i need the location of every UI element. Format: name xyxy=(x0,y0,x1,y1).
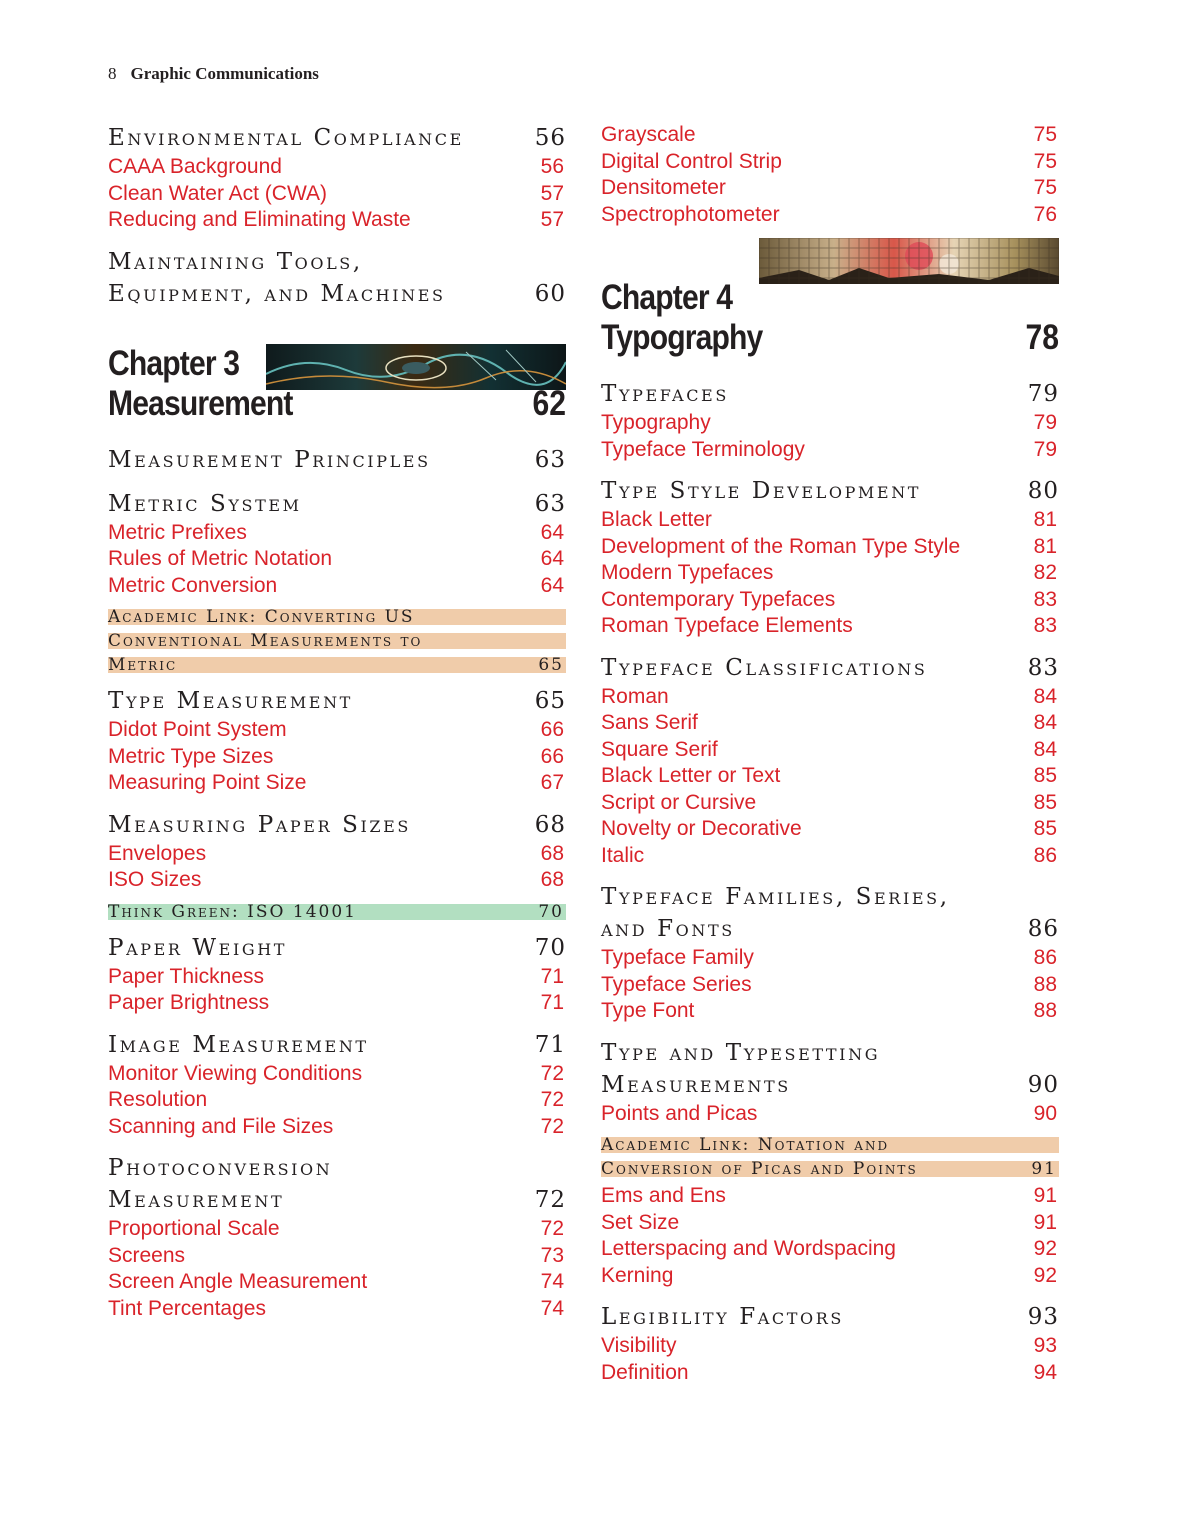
toc-entry-label: Metric Conversion xyxy=(108,573,278,597)
toc-entry-page: 75 xyxy=(1033,149,1057,173)
toc-entry-label: Paper Thickness xyxy=(108,964,265,988)
toc-entry-label: Square Serif xyxy=(601,737,718,761)
toc-entry[interactable] xyxy=(108,1087,566,1114)
toc-entry[interactable] xyxy=(108,1243,566,1270)
toc-entry-label: Tint Percentages xyxy=(108,1296,266,1320)
toc-entry-label: Kerning xyxy=(601,1263,674,1287)
toc-entry-label: Screens xyxy=(108,1243,186,1267)
toc-entry-page: 73 xyxy=(540,1243,564,1267)
toc-entry-list xyxy=(108,154,566,234)
toc-entry-label: Type Font xyxy=(601,999,695,1022)
toc-entry-label: Typeface Terminology xyxy=(601,437,805,461)
toc-entry[interactable] xyxy=(601,945,1059,972)
toc-entry[interactable] xyxy=(601,437,1059,464)
toc-entry[interactable] xyxy=(601,1101,1059,1128)
toc-entry-page: 74 xyxy=(540,1270,564,1293)
toc-entry-page: 86 xyxy=(1033,843,1057,867)
running-head xyxy=(108,64,319,84)
toc-entry-page: 72 xyxy=(540,1114,564,1138)
toc-entry-label: Novelty or Decorative xyxy=(601,817,802,840)
toc-entry-page: 88 xyxy=(1033,972,1057,996)
toc-entry[interactable] xyxy=(601,737,1059,764)
toc-entry-page: 94 xyxy=(1033,1360,1057,1384)
toc-entry-label: Resolution xyxy=(108,1088,208,1111)
toc-entry-page: 85 xyxy=(1033,817,1057,840)
toc-entry[interactable] xyxy=(601,175,1059,202)
toc-heading-type-style-development[interactable]: Type Style Development 80 xyxy=(601,478,1059,504)
toc-entry-page: 84 xyxy=(1033,711,1057,734)
toc-entry-label: Monitor Viewing Conditions xyxy=(108,1061,363,1085)
toc-entry-page: 92 xyxy=(1033,1237,1057,1260)
toc-entry-label: Typeface Family xyxy=(601,946,754,969)
toc-entry-list xyxy=(601,945,1059,1025)
toc-entry-list xyxy=(601,507,1059,640)
toc-entry[interactable] xyxy=(601,1360,1059,1387)
toc-entry-page: 91 xyxy=(1033,1184,1057,1207)
toc-entry-label: ISO Sizes xyxy=(108,868,202,891)
toc-entry[interactable] xyxy=(108,181,566,208)
toc-entry[interactable] xyxy=(601,587,1059,614)
toc-entry-label: Roman xyxy=(601,684,669,708)
toc-entry[interactable] xyxy=(108,770,566,797)
toc-entry-list xyxy=(601,122,1059,228)
toc-entry-label: Sans Serif xyxy=(601,711,698,734)
toc-entry-list xyxy=(601,1101,1059,1128)
chapter-4-banner-image xyxy=(759,238,1059,284)
toc-entry-label: Set Size xyxy=(601,1210,680,1234)
toc-entry-page: 64 xyxy=(540,573,564,597)
toc-entry-label: Digital Control Strip xyxy=(601,149,782,173)
toc-heading-type-measurement[interactable]: Type Measurement 65 xyxy=(108,688,566,714)
toc-entry-list xyxy=(601,1333,1059,1386)
academic-link-feature[interactable]: Academic Link: Converting US Conventional Measurements to Metric 65 xyxy=(108,607,564,675)
toc-entry-label: Typography xyxy=(601,411,711,434)
toc-entry-page: 75 xyxy=(1033,176,1057,199)
toc-entry[interactable] xyxy=(108,546,566,573)
toc-entry-list xyxy=(601,684,1059,870)
toc-entry-list xyxy=(601,1183,1059,1289)
toc-entry[interactable] xyxy=(601,1263,1059,1290)
toc-entry-page: 90 xyxy=(1033,1101,1057,1125)
toc-entry[interactable] xyxy=(601,1183,1059,1210)
toc-entry[interactable] xyxy=(601,684,1059,711)
toc-entry-page: 57 xyxy=(540,181,564,205)
toc-entry-list xyxy=(108,1061,566,1141)
toc-entry-page: 71 xyxy=(540,991,564,1014)
toc-entry[interactable] xyxy=(601,534,1059,561)
toc-entry[interactable] xyxy=(601,560,1059,587)
toc-entry-list xyxy=(601,410,1059,463)
toc-entry-page: 74 xyxy=(540,1296,564,1320)
toc-entry-list xyxy=(108,1216,566,1322)
toc-entry-label: Ems and Ens xyxy=(601,1184,726,1207)
toc-entry-label: Black Letter xyxy=(601,508,712,531)
toc-entry[interactable] xyxy=(601,202,1059,229)
toc-entry-list xyxy=(108,717,566,797)
chapter-3-heading[interactable]: Chapter 3 Measurement 62 xyxy=(108,343,566,423)
toc-entry-label: Rules of Metric Notation xyxy=(108,547,333,570)
toc-heading-environmental-compliance[interactable]: Environmental Compliance 56 xyxy=(108,125,566,151)
think-green-feature[interactable]: Think Green: ISO 14001 70 xyxy=(108,901,564,922)
toc-entry[interactable] xyxy=(108,964,566,991)
toc-entry-label: Metric Prefixes xyxy=(108,520,247,544)
toc-heading-image-measurement[interactable]: Image Measurement 71 xyxy=(108,1031,566,1058)
toc-entry-label: Grayscale xyxy=(601,123,696,146)
toc-entry-label: Italic xyxy=(601,843,645,867)
toc-entry-page: 85 xyxy=(1033,764,1057,787)
toc-entry-page: 66 xyxy=(540,744,564,768)
toc-entry-label: Scanning and File Sizes xyxy=(108,1114,334,1138)
toc-entry-page: 68 xyxy=(540,868,564,891)
toc-entry-label: Script or Cursive xyxy=(601,790,757,814)
toc-entry-page: 82 xyxy=(1033,561,1057,584)
toc-entry-label: Spectrophotometer xyxy=(601,202,780,226)
toc-entry[interactable] xyxy=(108,990,566,1017)
toc-entry[interactable] xyxy=(108,1296,566,1323)
toc-heading-measurement-principles[interactable]: Measurement Principles 63 xyxy=(108,446,566,473)
toc-entry-label: Visibility xyxy=(601,1334,677,1357)
toc-entry-page: 84 xyxy=(1033,737,1057,761)
toc-entry[interactable] xyxy=(601,122,1059,149)
toc-entry-label: Modern Typefaces xyxy=(601,561,774,584)
toc-entry[interactable] xyxy=(108,154,566,181)
toc-entry-page: 64 xyxy=(540,547,564,570)
toc-entry[interactable] xyxy=(601,843,1059,870)
toc-entry-page: 85 xyxy=(1033,790,1057,814)
toc-entry-label: Roman Typeface Elements xyxy=(601,614,853,637)
toc-entry-page: 83 xyxy=(1033,587,1057,611)
toc-entry[interactable] xyxy=(601,507,1059,534)
toc-entry-label: Typeface Series xyxy=(601,972,752,996)
toc-entry[interactable] xyxy=(601,149,1059,176)
toc-heading-type-and-typesetting-measurements[interactable]: Type and Typesetting Measurements 90 xyxy=(601,1039,1059,1098)
chapter-3-banner-image xyxy=(266,344,566,390)
toc-entry-page: 88 xyxy=(1033,999,1057,1022)
page-number: 8 xyxy=(108,64,117,83)
toc-entry[interactable] xyxy=(108,867,566,894)
toc-heading-typeface-families[interactable]: Typeface Families, Series, and Fonts 86 xyxy=(601,884,1059,942)
toc-entry-page: 75 xyxy=(1033,123,1057,146)
toc-entry-page: 67 xyxy=(540,771,564,794)
toc-left-column xyxy=(108,122,566,1322)
toc-entry-page: 91 xyxy=(1033,1210,1057,1234)
toc-entry-page: 71 xyxy=(540,964,564,988)
toc-entry[interactable] xyxy=(108,1114,566,1141)
toc-entry-page: 72 xyxy=(540,1217,564,1240)
toc-heading-typeface-classifications[interactable]: Typeface Classifications 83 xyxy=(601,654,1059,681)
toc-entry-label: Black Letter or Text xyxy=(601,764,781,787)
toc-entry-page: 72 xyxy=(540,1061,564,1085)
toc-entry-page: 81 xyxy=(1033,508,1057,531)
toc-entry-page: 68 xyxy=(540,841,564,865)
toc-entry[interactable] xyxy=(108,717,566,744)
toc-entry[interactable] xyxy=(108,841,566,868)
toc-entry-page: 79 xyxy=(1033,411,1057,434)
toc-right-column xyxy=(601,122,1059,1386)
toc-entry-label: Definition xyxy=(601,1360,689,1384)
toc-entry[interactable] xyxy=(601,1236,1059,1263)
toc-entry-label: Screen Angle Measurement xyxy=(108,1270,368,1293)
toc-heading-maintaining-tools[interactable]: Maintaining Tools, Equipment, and Machines 60 xyxy=(108,248,566,307)
toc-entry-list xyxy=(108,520,566,600)
toc-heading-measuring-paper-sizes[interactable]: Measuring Paper Sizes 68 xyxy=(108,811,566,838)
toc-entry-label: Paper Brightness xyxy=(108,991,270,1014)
toc-entry-page: 92 xyxy=(1033,1263,1057,1287)
toc-entry-page: 86 xyxy=(1033,946,1057,969)
toc-entry-list xyxy=(108,964,566,1017)
toc-heading-photoconversion-measurement[interactable]: Photoconversion Measurement 72 xyxy=(108,1155,566,1213)
toc-entry-page: 56 xyxy=(540,155,564,178)
toc-entry-list xyxy=(108,841,566,894)
toc-entry-label: CAAA Background xyxy=(108,155,282,178)
toc-entry-page: 79 xyxy=(1033,437,1057,461)
academic-link-feature[interactable]: Academic Link: Notation and Conversion of Picas and Points 91 xyxy=(601,1135,1057,1179)
toc-entry[interactable] xyxy=(601,1333,1059,1360)
toc-entry[interactable] xyxy=(601,1210,1059,1237)
toc-heading-typefaces[interactable]: Typefaces 79 xyxy=(601,381,1059,407)
toc-entry[interactable] xyxy=(108,1216,566,1243)
toc-entry-page: 76 xyxy=(1033,202,1057,226)
toc-entry-page: 72 xyxy=(540,1088,564,1111)
toc-entry-label: Densitometer xyxy=(601,176,726,199)
toc-heading-legibility-factors[interactable]: Legibility Factors 93 xyxy=(601,1304,1059,1330)
toc-entry[interactable] xyxy=(601,410,1059,437)
toc-entry-page: 83 xyxy=(1033,614,1057,637)
toc-entry[interactable] xyxy=(601,763,1059,790)
toc-entry[interactable] xyxy=(108,520,566,547)
toc-entry-label: Development of the Roman Type Style xyxy=(601,534,961,558)
toc-entry-label: Didot Point System xyxy=(108,718,287,741)
toc-entry-label: Points and Picas xyxy=(601,1101,758,1125)
toc-entry-page: 84 xyxy=(1033,684,1057,708)
toc-heading-metric-system[interactable]: Metric System 63 xyxy=(108,490,566,517)
toc-entry[interactable] xyxy=(601,816,1059,843)
toc-entry-label: Envelopes xyxy=(108,841,207,865)
toc-entry-label: Clean Water Act (CWA) xyxy=(108,181,327,205)
book-title: Graphic Communications xyxy=(130,64,319,83)
toc-entry[interactable] xyxy=(108,1269,566,1296)
toc-entry-label: Metric Type Sizes xyxy=(108,744,274,768)
toc-heading-paper-weight[interactable]: Paper Weight 70 xyxy=(108,934,566,961)
toc-entry[interactable] xyxy=(108,207,566,234)
toc-entry-label: Measuring Point Size xyxy=(108,771,307,794)
toc-entry[interactable] xyxy=(108,573,566,600)
toc-entry[interactable] xyxy=(601,998,1059,1025)
toc-entry-page: 66 xyxy=(540,718,564,741)
toc-entry-label: Letterspacing and Wordspacing xyxy=(601,1237,896,1260)
toc-entry[interactable] xyxy=(601,972,1059,999)
toc-entry-label: Contemporary Typefaces xyxy=(601,587,836,611)
toc-entry[interactable] xyxy=(601,710,1059,737)
toc-entry-page: 57 xyxy=(540,208,564,231)
toc-entry-page: 81 xyxy=(1033,534,1057,558)
toc-entry[interactable] xyxy=(601,613,1059,640)
chapter-4-heading[interactable]: Chapter 4 Typography 78 xyxy=(601,238,1059,358)
toc-entry-page: 64 xyxy=(540,520,564,544)
toc-entry-label: Reducing and Eliminating Waste xyxy=(108,208,411,231)
toc-entry[interactable] xyxy=(601,790,1059,817)
toc-entry-page: 93 xyxy=(1033,1334,1057,1357)
toc-entry[interactable] xyxy=(108,1061,566,1088)
toc-entry[interactable] xyxy=(108,744,566,771)
toc-entry-label: Proportional Scale xyxy=(108,1217,280,1240)
